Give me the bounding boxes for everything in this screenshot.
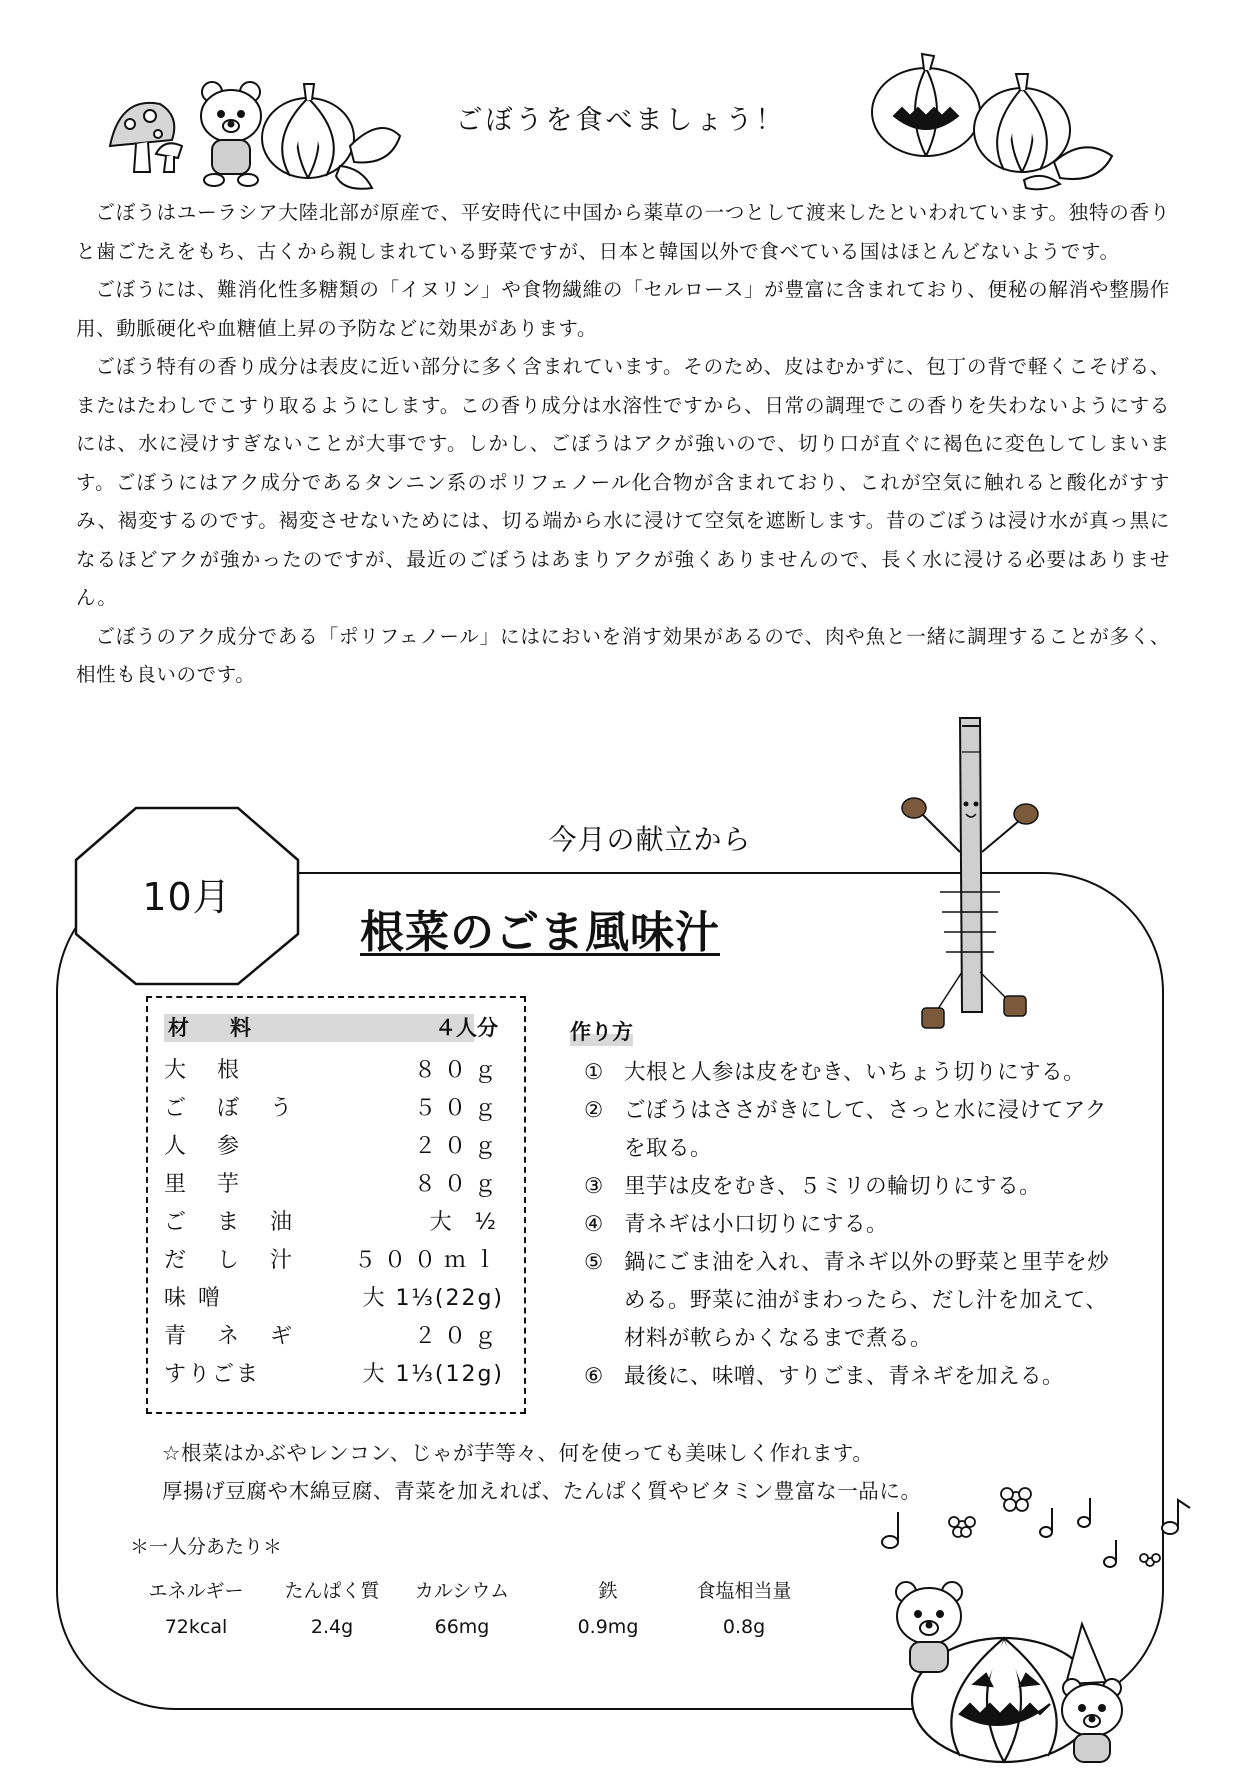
ingredient-row	[164, 1356, 504, 1394]
ingredient-name: 大 根	[164, 1058, 251, 1083]
nutrition-value: 0.9mg	[577, 1616, 639, 1638]
header-right-illustration	[864, 52, 1124, 192]
page-title: ごぼうを食べましょう！	[455, 105, 786, 136]
ingredient-name: 人 参	[164, 1134, 251, 1159]
step-number: ④	[584, 1212, 604, 1237]
ingredient-row	[164, 1090, 504, 1128]
ingredient-row	[164, 1242, 504, 1280]
ingredient-qty: 大 ½	[429, 1210, 504, 1235]
nutrition-value: 0.8g	[722, 1616, 766, 1638]
article-paragraph: ごぼうのアク成分である「ポリフェノール」にはにおいを消す効果があるので、肉や魚と一緒に調理することが多く、相性も良いのです。	[76, 624, 1170, 686]
article-body	[76, 194, 1170, 695]
ingredient-qty: 大 1⅓(12g)	[362, 1362, 504, 1387]
nutrition-label: エネルギー	[148, 1580, 244, 1602]
nutrition-value: 2.4g	[310, 1616, 354, 1638]
nutrition-value: 72kcal	[164, 1616, 228, 1638]
article-paragraph: ごぼう特有の香り成分は表皮に近い部分に多く含まれています。そのため、皮はむかずに、包丁の背で軽くこそげる、またはたわしでこすり取るようにします。この香り成分は水溶性ですから、日常の調理でこの香りを失わないようにするには、水に浸けすぎないことが大事です。しかし、ごぼうはアクが強いので、切り口が直ぐに褐色に変色してしまいます。ごぼうにはアク成分であるタンニン系のポリフェノール化合物が含まれており、これが空気に触れると酸化がすすみ、褐変するのです。褐変させないためには、切る端から水に浸けて空気を遮断します。昔のごぼうは浸け水が真っ黒になるほどアクが強かったのですが、最近のごぼうはあまりアクが強くありませんので、長く水に浸ける必要はありません。	[76, 355, 1170, 609]
ingredient-qty: ８０ｇ	[413, 1058, 504, 1083]
step-number: ⑤	[584, 1250, 604, 1275]
jack-o-lantern-icon	[872, 54, 980, 156]
nutrition-label: 食塩相当量	[696, 1580, 792, 1602]
article-paragraph: ごぼうはユーラシア大陸北部が原産で、平安時代に中国から薬草の一つとして渡来したといわれています。独特の香りと歯ごたえをもち、古くから親しまれている野菜ですが、日本と韓国以外で食べている国はほとんどないようです。	[76, 201, 1170, 263]
step-text: 里芋は皮をむき、５ミリの輪切りにする。	[624, 1174, 1042, 1199]
per-serving-label: ＊一人分あたり＊	[130, 1536, 283, 1558]
article-paragraph: ごぼうには、難消化性多糖類の「イヌリン」や食物繊維の「セルロース」が豊富に含まれており、便秘の解消や整腸作用、動脈硬化や血糖値上昇の予防などに効果があります。	[76, 278, 1170, 340]
ingredient-row	[164, 1052, 504, 1090]
nutrition-label: カルシウム	[414, 1580, 510, 1602]
ingredient-qty: ２０ｇ	[413, 1134, 504, 1159]
recipe-title: 根菜のごま風味汁	[360, 907, 720, 958]
footer-illustration	[870, 1478, 1210, 1778]
step-number: ⑥	[584, 1364, 604, 1389]
header-left-illustration	[100, 76, 420, 196]
nutrition-value: 66mg	[434, 1616, 490, 1638]
flower-icon	[949, 1488, 1160, 1566]
ingredient-qty: ５０ｇ	[413, 1096, 504, 1121]
pumpkin-icon	[974, 74, 1070, 172]
step-text: 鍋にごま油を入れ、青ネギ以外の野菜と里芋を炒める。野菜に油がまわったら、だし汁を加えて、材料が軟らかくなるまで煮る。	[624, 1250, 1110, 1351]
ingredient-name: 青 ネ ギ	[164, 1324, 304, 1349]
nutrition-label: たんぱく質	[284, 1580, 380, 1602]
ingredient-qty: ５００ｍｌ	[353, 1248, 504, 1273]
mushroom-icon	[110, 103, 182, 172]
ingredient-name: すりごま	[164, 1362, 261, 1387]
ingredient-row	[164, 1128, 504, 1166]
ingredient-qty: ２０ｇ	[413, 1324, 504, 1349]
burdock-character-icon	[900, 712, 1060, 1062]
step-number: ①	[584, 1060, 604, 1085]
ingredient-name: 里 芋	[164, 1172, 251, 1197]
ingredients-header-servings: ４人分	[435, 1016, 498, 1040]
bear-icon	[201, 82, 261, 186]
step-text: ごぼうはささがきにして、さっと水に浸けてアクを取る。	[624, 1098, 1107, 1161]
ingredient-name: だ し 汁	[164, 1248, 304, 1273]
recipe-note: ☆根菜はかぶやレンコン、じゃが芋等々、何を使っても美味しく作れます。	[162, 1441, 874, 1465]
nutrition-label: 鉄	[598, 1580, 618, 1602]
ingredient-name: ご ぼ う	[164, 1096, 304, 1121]
step-text: 大根と人参は皮をむき、いちょう切りにする。	[624, 1060, 1086, 1085]
ingredient-row	[164, 1280, 504, 1318]
method-title: 作り方	[570, 1016, 633, 1046]
ingredient-name: ご ま 油	[164, 1210, 304, 1235]
ingredients-table	[146, 996, 526, 1414]
month-label: 10月	[142, 875, 232, 919]
recipe-note: 厚揚げ豆腐や木綿豆腐、青菜を加えれば、たんぱく質やビタミン豊富な一品に。	[162, 1479, 922, 1503]
ingredient-qty: ８０ｇ	[413, 1172, 504, 1197]
recipe-subtitle: 今月の献立から	[548, 823, 752, 856]
ingredient-row	[164, 1318, 504, 1356]
step-text: 最後に、味噌、すりごま、青ネギを加える。	[624, 1364, 1065, 1389]
ingredients-header-label: 材 料	[168, 1016, 261, 1040]
step-number: ②	[584, 1098, 604, 1123]
step-text: 青ネギは小口切りにする。	[624, 1212, 889, 1237]
step-number: ③	[584, 1174, 604, 1199]
ingredient-row	[164, 1204, 504, 1242]
pumpkin-icon	[262, 84, 354, 178]
ingredient-name: 味噌	[164, 1286, 233, 1311]
ingredient-row	[164, 1166, 504, 1204]
ingredients-header	[164, 1014, 498, 1042]
ingredient-qty: 大 1⅓(22g)	[362, 1286, 504, 1311]
